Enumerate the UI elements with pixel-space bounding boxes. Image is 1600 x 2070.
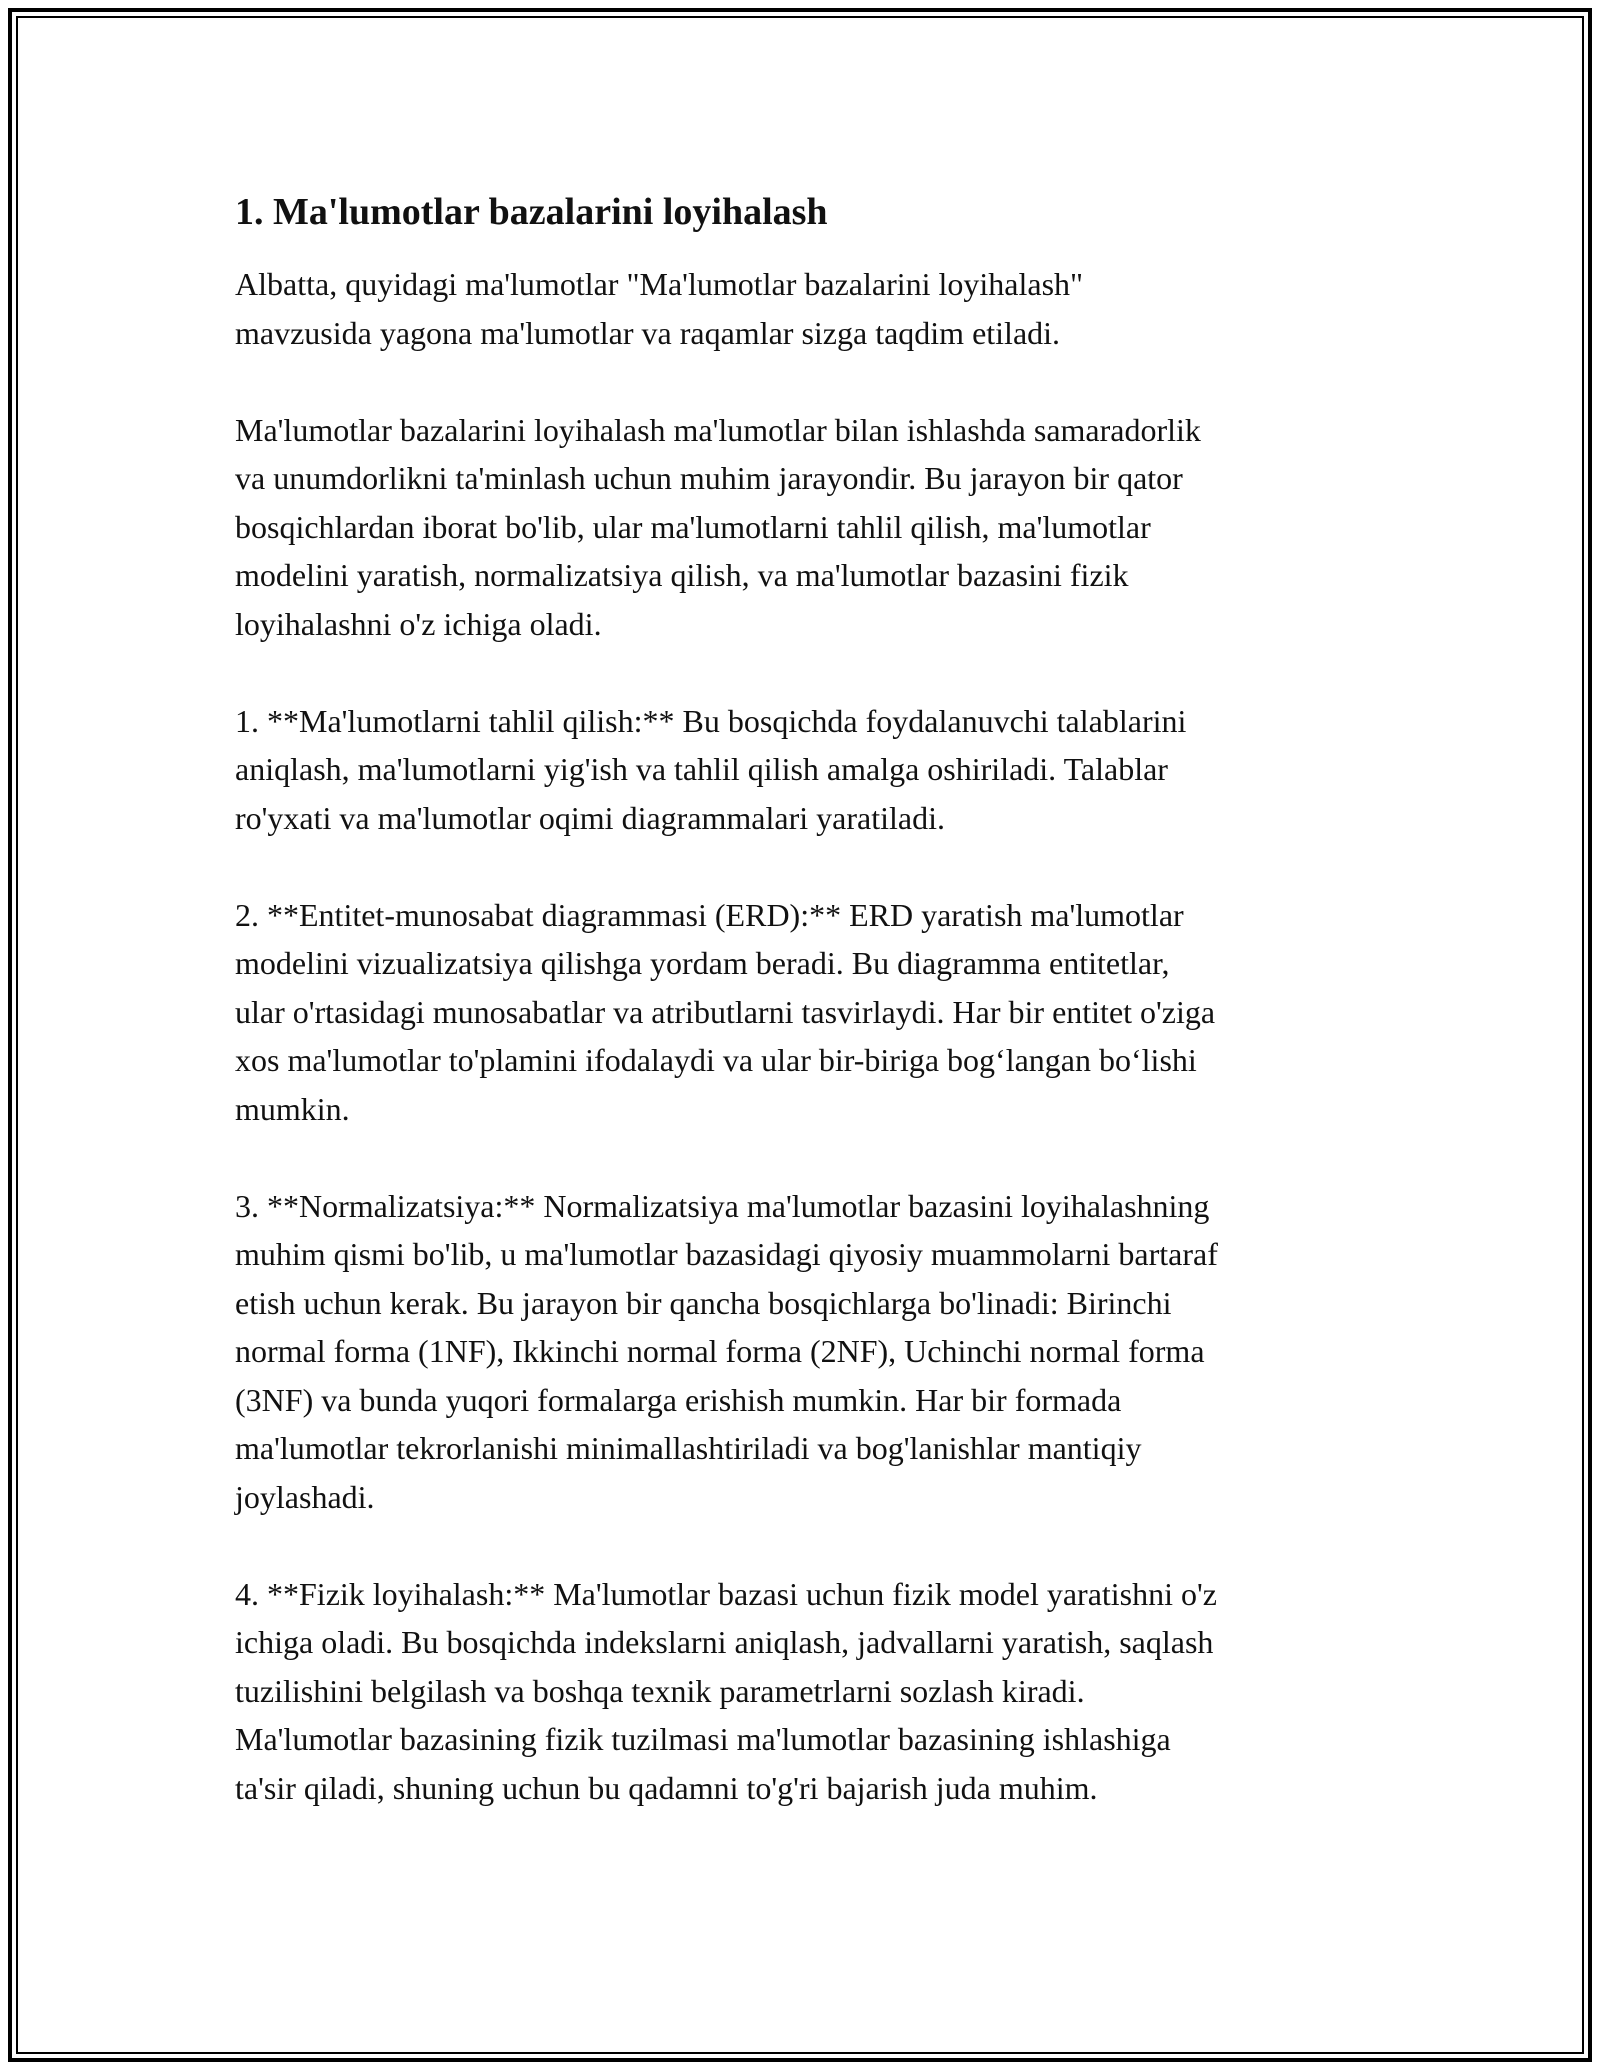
- paragraph-line: 3. **Normalizatsiya:** Normalizatsiya ma'lumotlar bazasini loyihalashning: [235, 1187, 1210, 1224]
- paragraph-line: joylashadi.: [235, 1478, 375, 1515]
- paragraph-step-3: [235, 1182, 1375, 1522]
- paragraph-line: ta'sir qiladi, shuning uchun bu qadamni to'g'ri bajarish juda muhim.: [235, 1769, 1098, 1806]
- paragraph-line: xos ma'lumotlar to'plamini ifodalaydi va ular bir-biriga bog‘langan bo‘lishi: [235, 1042, 1197, 1078]
- paragraph-line: ro'yxati va ma'lumotlar oqimi diagrammalari yaratiladi.: [235, 799, 945, 836]
- paragraph-line: 2. **Entitet-munosabat diagrammasi (ERD):** ERD yaratish ma'lumotlar: [235, 896, 1184, 933]
- paragraph-line: etish uchun kerak. Bu jarayon bir qancha bosqichlarga bo'linadi: Birinchi: [235, 1284, 1172, 1321]
- paragraph-step-1: [235, 697, 1375, 843]
- paragraph-overview: [235, 406, 1375, 649]
- paragraph-step-4: [235, 1570, 1375, 1813]
- paragraph-line: bosqichlardan iborat bo'lib, ular ma'lumotlarni tahlil qilish, ma'lumotlar: [235, 508, 1151, 545]
- document-body: [235, 188, 1375, 1861]
- paragraph-line: (3NF) va bunda yuqori formalarga erishish mumkin. Har bir formada: [235, 1381, 1122, 1418]
- paragraph-line: tuzilishini belgilash va boshqa texnik parametrlarni sozlash kiradi.: [235, 1672, 1085, 1709]
- paragraph-step-2: [235, 891, 1375, 1134]
- paragraph-line: ichiga oladi. Bu bosqichda indekslarni aniqlash, jadvallarni yaratish, saqlash: [235, 1624, 1214, 1660]
- paragraph-line: ma'lumotlar tekrorlanishi minimallashtiriladi va bog'lanishlar mantiqiy: [235, 1430, 1142, 1466]
- document-title: 1. Ma'lumotlar bazalarini loyihalash: [235, 191, 828, 233]
- paragraph-line: muhim qismi bo'lib, u ma'lumotlar bazasidagi qiyosiy muammolarni bartaraf: [235, 1236, 1218, 1272]
- paragraph-line: normal forma (1NF), Ikkinchi normal forma (2NF), Uchinchi normal forma: [235, 1333, 1205, 1369]
- paragraph-line: Albatta, quyidagi ma'lumotlar "Ma'lumotlar bazalarini loyihalash": [235, 266, 1084, 302]
- paragraph-intro: [235, 260, 1375, 357]
- paragraph-line: modelini yaratish, normalizatsiya qilish, va ma'lumotlar bazasini fizik: [235, 557, 1129, 593]
- paragraph-line: va unumdorlikni ta'minlash uchun muhim jarayondir. Bu jarayon bir qator: [235, 460, 1183, 496]
- paragraph-line: Ma'lumotlar bazalarini loyihalash ma'lumotlar bilan ishlashda samaradorlik: [235, 411, 1201, 448]
- paragraph-line: ular o'rtasidagi munosabatlar va atributlarni tasvirlaydi. Har bir entitet o'ziga: [235, 993, 1216, 1030]
- paragraph-line: 4. **Fizik loyihalash:** Ma'lumotlar bazasi uchun fizik model yaratishni o'z: [235, 1575, 1217, 1612]
- paragraph-line: modelini vizualizatsiya qilishga yordam beradi. Bu diagramma entitetlar,: [235, 945, 1170, 981]
- paragraph-line: Ma'lumotlar bazasining fizik tuzilmasi ma'lumotlar bazasining ishlashiga: [235, 1721, 1171, 1757]
- paragraph-line: mumkin.: [235, 1090, 350, 1127]
- paragraph-line: loyihalashni o'z ichiga oladi.: [235, 605, 602, 642]
- paragraph-line: mavzusida yagona ma'lumotlar va raqamlar sizga taqdim etiladi.: [235, 314, 1061, 351]
- paragraph-line: 1. **Ma'lumotlarni tahlil qilish:** Bu bosqichda foydalanuvchi talablarini: [235, 702, 1187, 739]
- paragraph-line: aniqlash, ma'lumotlarni yig'ish va tahlil qilish amalga oshiriladi. Talablar: [235, 751, 1168, 787]
